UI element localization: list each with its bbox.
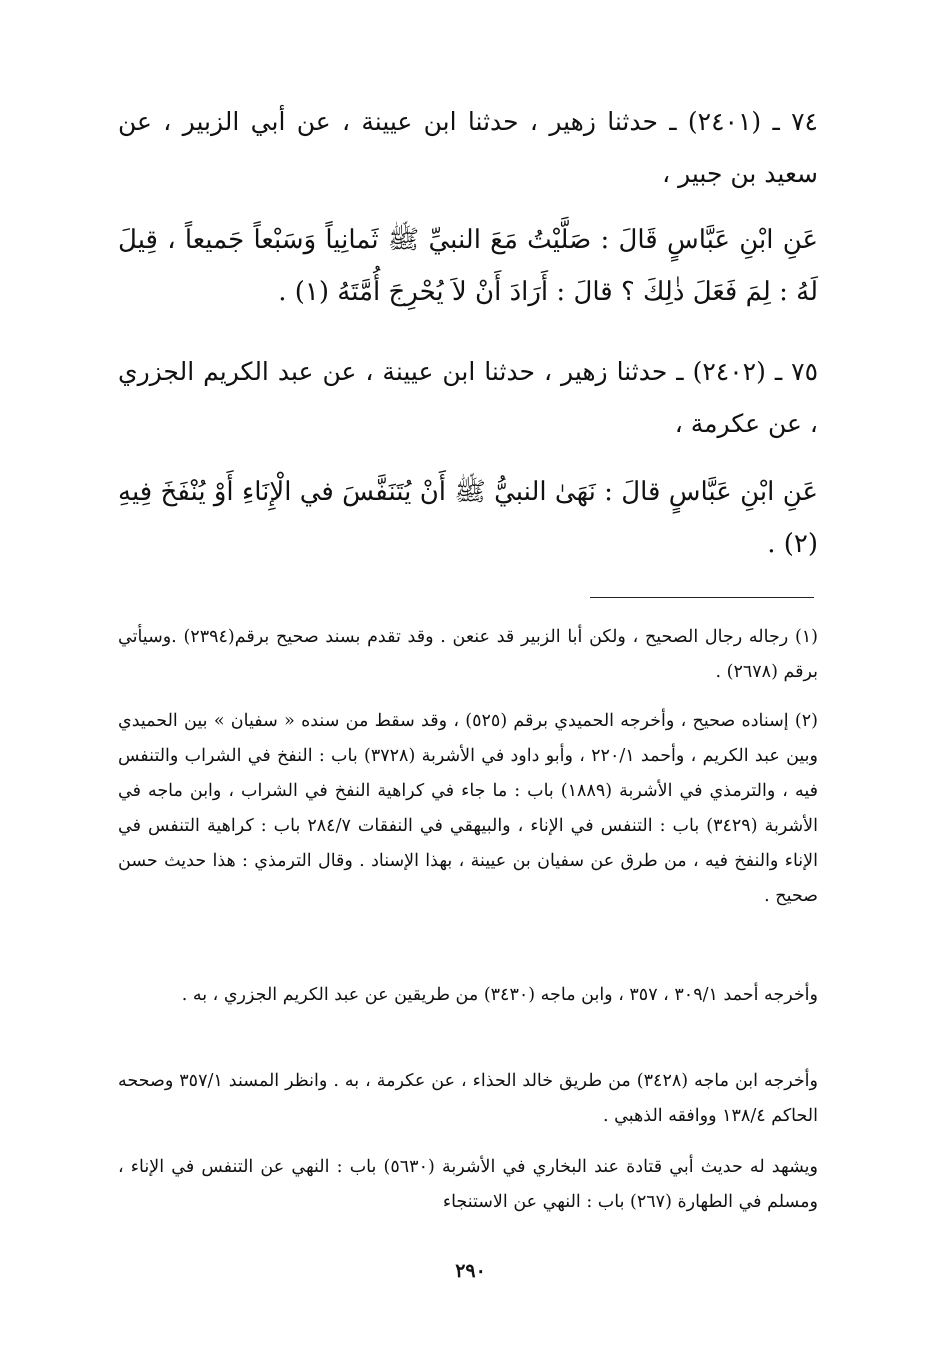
- footnote-1: (١) رجاله رجال الصحيح ، ولكن أبا الزبير قد عنعن . وقد تقدم بسند صحيح برقم(٢٣٩٤) .وسيأتي برقم (٢٦٧٨) .: [118, 627, 818, 682]
- hadith-74-isnad: ٧٤ ـ (٢٤٠١) ـ حدثنا زهير ، حدثنا ابن عيينة ، عن أبي الزبير ، عن سعيد بن جبير ،: [118, 107, 818, 188]
- page-number: ٢٩٠: [455, 1260, 486, 1282]
- footnote-separator: [590, 597, 814, 598]
- footnote-2-continued-c: ويشهد له حديث أبي قتادة عند البخاري في الأشربة (٥٦٣٠) باب : النهي عن التنفس في الإناء ، ومسلم في الطهارة (٢٦٧) باب : النهي عن الاستنجاء: [118, 1157, 818, 1212]
- hadith-75-matn: عَنِ ابْنِ عَبَّاسٍ قالَ : نَهَىٰ النبيُّ ﷺ أَنْ يُتَنَفَّسَ في الْإِنَاءِ أَوْ يُنْفَخَ فِيهِ (٢) .: [118, 477, 818, 559]
- hadith-74-matn: عَنِ ابْنِ عَبَّاسٍ قَالَ : صَلَّيْتُ مَعَ النبيِّ ﷺ ثَمانِياً وَسَبْعاً جَميعاً ، قِيلَ لَهُ : لِمَ فَعَلَ ذٰلِكَ ؟ قالَ : أَرَادَ أَنْ لاَ يُحْرِجَ أُمَّتَهُ (١) .: [118, 225, 818, 307]
- hadith-75-isnad: ٧٥ ـ (٢٤٠٢) ـ حدثنا زهير ، حدثنا ابن عيينة ، عن عبد الكريم الجزري ، عن عكرمة ،: [118, 357, 818, 438]
- footnote-2-continued-b: وأخرجه ابن ماجه (٣٤٢٨) من طريق خالد الحذاء ، عن عكرمة ، به . وانظر المسند ٣٥٧/١ وصححه الحاكم ١٣٨/٤ ووافقه الذهبي .: [118, 1071, 818, 1126]
- footnote-2: (٢) إسناده صحيح ، وأخرجه الحميدي برقم (٥٢٥) ، وقد سقط من سنده « سفيان » بين الحميدي وبين عبد الكريم ، وأحمد ٢٢٠/١ ، وأبو داود في الأشربة (٣٧٢٨) باب : النفخ في الشراب والتنفس فيه ، والترمذي في الأشربة (١٨٨٩) باب : ما جاء في كراهية النفخ في الشراب ، وابن ماجه في الأشربة (٣٤٢٩) باب : التنفس في الإناء ، والبيهقي في النفقات ٢٨٤/٧ باب : كراهية التنفس في الإناء والنفخ فيه ، من طرق عن سفيان بن عيينة ، بهذا الإسناد . وقال الترمذي : هذا حديث حسن صحيح .: [118, 711, 819, 906]
- footnote-2-continued-a: وأخرجه أحمد ٣٠٩/١ ، ٣٥٧ ، وابن ماجه (٣٤٣٠) من طريقين عن عبد الكريم الجزري ، به .: [181, 985, 818, 1005]
